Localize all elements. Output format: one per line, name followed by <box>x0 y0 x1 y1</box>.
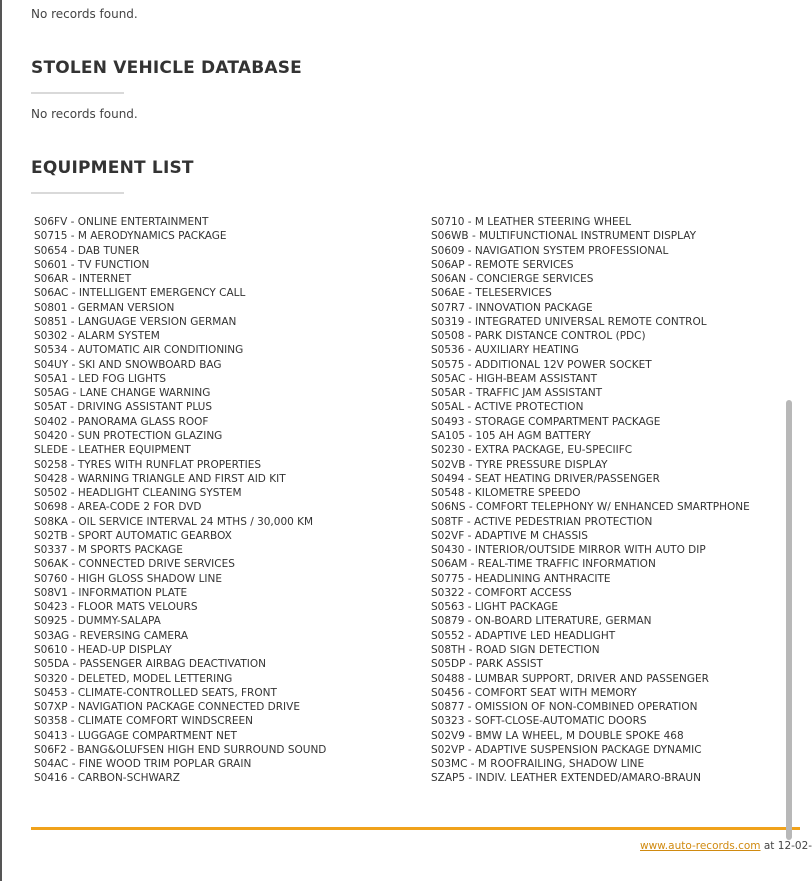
equipment-item: S0609 - NAVIGATION SYSTEM PROFESSIONAL <box>431 244 669 257</box>
equipment-item: S04AC - FINE WOOD TRIM POPLAR GRAIN <box>34 758 252 771</box>
equipment-item: S08TH - ROAD SIGN DETECTION <box>431 643 600 656</box>
equipment-item: S05AT - DRIVING ASSISTANT PLUS <box>34 401 213 414</box>
equipment-list-title: EQUIPMENT LIST <box>31 158 194 178</box>
equipment-item: S0879 - ON-BOARD LITERATURE, GERMAN <box>431 615 652 628</box>
page-left-border <box>0 0 2 881</box>
equipment-item: S05AR - TRAFFIC JAM ASSISTANT <box>431 387 603 400</box>
stolen-vehicle-title-divider <box>31 92 124 94</box>
footer-attribution <box>640 840 812 852</box>
equipment-item: S08V1 - INFORMATION PLATE <box>34 586 188 599</box>
equipment-item: S0601 - TV FUNCTION <box>34 258 150 271</box>
equipment-item: S0851 - LANGUAGE VERSION GERMAN <box>34 315 237 328</box>
equipment-item: S0413 - LUGGAGE COMPARTMENT NET <box>34 729 237 742</box>
equipment-item: S0420 - SUN PROTECTION GLAZING <box>34 429 223 442</box>
equipment-list-left-column <box>34 215 326 786</box>
equipment-item: S08TF - ACTIVE PEDESTRIAN PROTECTION <box>431 515 653 528</box>
equipment-item: S0337 - M SPORTS PACKAGE <box>34 544 183 557</box>
equipment-item: S0423 - FLOOR MATS VELOURS <box>34 601 198 614</box>
equipment-item: S0323 - SOFT-CLOSE-AUTOMATIC DOORS <box>431 715 647 728</box>
equipment-item: S0698 - AREA-CODE 2 FOR DVD <box>34 501 202 514</box>
equipment-item: S03AG - REVERSING CAMERA <box>34 629 189 642</box>
equipment-item: S0358 - CLIMATE COMFORT WINDSCREEN <box>34 715 254 728</box>
equipment-item: S0548 - KILOMETRE SPEEDO <box>431 487 581 500</box>
stolen-vehicle-title: STOLEN VEHICLE DATABASE <box>31 58 302 78</box>
footer-website-link[interactable]: www.auto-records.com <box>640 840 761 852</box>
equipment-item: S08KA - OIL SERVICE INTERVAL 24 MTHS / 30,000 KM <box>34 515 314 528</box>
equipment-item: S06F2 - BANG&OLUFSEN HIGH END SURROUND SOUND <box>34 743 327 756</box>
equipment-item: S0801 - GERMAN VERSION <box>34 301 175 314</box>
equipment-item: S0534 - AUTOMATIC AIR CONDITIONING <box>34 344 244 357</box>
equipment-item: S0416 - CARBON-SCHWARZ <box>34 772 180 785</box>
equipment-item: S0925 - DUMMY-SALAPA <box>34 615 161 628</box>
equipment-item: S06AE - TELESERVICES <box>431 287 552 300</box>
equipment-item: S06AN - CONCIERGE SERVICES <box>431 273 594 286</box>
equipment-item: S0322 - COMFORT ACCESS <box>431 586 572 599</box>
equipment-item: S0319 - INTEGRATED UNIVERSAL REMOTE CONTROL <box>431 315 707 328</box>
equipment-item: S0536 - AUXILIARY HEATING <box>431 344 579 357</box>
footer-date-text: at 12-02- <box>760 840 812 852</box>
equipment-item: S05AG - LANE CHANGE WARNING <box>34 387 211 400</box>
equipment-item: S0877 - OMISSION OF NON-COMBINED OPERATION <box>431 701 698 714</box>
equipment-item: S0502 - HEADLIGHT CLEANING SYSTEM <box>34 487 242 500</box>
equipment-item: S07XP - NAVIGATION PACKAGE CONNECTED DRIVE <box>34 701 300 714</box>
equipment-item: S06AM - REAL-TIME TRAFFIC INFORMATION <box>431 558 656 571</box>
equipment-item: S0453 - CLIMATE-CONTROLLED SEATS, FRONT <box>34 686 277 699</box>
equipment-item: S0552 - ADAPTIVE LED HEADLIGHT <box>431 629 616 642</box>
equipment-item: S0430 - INTERIOR/OUTSIDE MIRROR WITH AUTO DIP <box>431 544 706 557</box>
equipment-item: S0494 - SEAT HEATING DRIVER/PASSENGER <box>431 472 660 485</box>
equipment-item: S0563 - LIGHT PACKAGE <box>431 601 559 614</box>
equipment-item: S06WB - MULTIFUNCTIONAL INSTRUMENT DISPLAY <box>431 230 697 243</box>
equipment-item: S06NS - COMFORT TELEPHONY W/ ENHANCED SMARTPHONE <box>431 501 750 514</box>
equipment-item: S02VP - ADAPTIVE SUSPENSION PACKAGE DYNAMIC <box>431 743 702 756</box>
equipment-item: S0715 - M AERODYNAMICS PACKAGE <box>34 230 227 243</box>
equipment-item: S0456 - COMFORT SEAT WITH MEMORY <box>431 686 637 699</box>
equipment-item: S0320 - DELETED, MODEL LETTERING <box>34 672 233 685</box>
equipment-item: S05DP - PARK ASSIST <box>431 658 543 671</box>
equipment-item: SLEDE - LEATHER EQUIPMENT <box>34 444 191 457</box>
equipment-item: S0508 - PARK DISTANCE CONTROL (PDC) <box>431 330 646 343</box>
previous-section-no-records: No records found. <box>31 7 138 21</box>
equipment-item: S0775 - HEADLINING ANTHRACITE <box>431 572 611 585</box>
equipment-item: S02VF - ADAPTIVE M CHASSIS <box>431 529 588 542</box>
stolen-vehicle-no-records: No records found. <box>31 107 138 121</box>
equipment-item: S0710 - M LEATHER STEERING WHEEL <box>431 216 632 228</box>
footer-divider <box>31 827 800 830</box>
equipment-item: S0230 - EXTRA PACKAGE, EU-SPECIIFC <box>431 444 633 457</box>
equipment-item: S0654 - DAB TUNER <box>34 244 140 257</box>
equipment-item: S02VB - TYRE PRESSURE DISPLAY <box>431 458 608 471</box>
equipment-item: S0302 - ALARM SYSTEM <box>34 330 160 343</box>
vertical-scrollbar[interactable] <box>786 400 792 840</box>
equipment-item: S05DA - PASSENGER AIRBAG DEACTIVATION <box>34 658 266 671</box>
equipment-item: S02TB - SPORT AUTOMATIC GEARBOX <box>34 529 232 542</box>
equipment-list-right-column <box>431 215 750 786</box>
equipment-item: S05A1 - LED FOG LIGHTS <box>34 372 167 385</box>
equipment-item: S06FV - ONLINE ENTERTAINMENT <box>34 216 209 228</box>
equipment-item: S03MC - M ROOFRAILING, SHADOW LINE <box>431 758 645 771</box>
equipment-item: S0402 - PANORAMA GLASS ROOF <box>34 415 209 428</box>
equipment-item: S05AL - ACTIVE PROTECTION <box>431 401 584 414</box>
equipment-item: S04UY - SKI AND SNOWBOARD BAG <box>34 358 222 371</box>
equipment-item: S0610 - HEAD-UP DISPLAY <box>34 643 172 656</box>
equipment-item: SZAP5 - INDIV. LEATHER EXTENDED/AMARO-BRAUN <box>431 772 701 785</box>
equipment-item: S0428 - WARNING TRIANGLE AND FIRST AID KIT <box>34 472 286 485</box>
equipment-item: S06AC - INTELLIGENT EMERGENCY CALL <box>34 287 246 300</box>
equipment-item: SA105 - 105 AH AGM BATTERY <box>431 429 591 442</box>
equipment-item: S07R7 - INNOVATION PACKAGE <box>431 301 593 314</box>
equipment-item: S06AP - REMOTE SERVICES <box>431 258 574 271</box>
equipment-item: S06AR - INTERNET <box>34 273 132 286</box>
equipment-item: S02V9 - BMW LA WHEEL, M DOUBLE SPOKE 468 <box>431 729 684 742</box>
equipment-list-title-divider <box>31 192 124 194</box>
equipment-item: S0760 - HIGH GLOSS SHADOW LINE <box>34 572 223 585</box>
equipment-item: S0493 - STORAGE COMPARTMENT PACKAGE <box>431 415 661 428</box>
equipment-item: S05AC - HIGH-BEAM ASSISTANT <box>431 372 598 385</box>
equipment-item: S0488 - LUMBAR SUPPORT, DRIVER AND PASSENGER <box>431 672 709 685</box>
equipment-item: S0258 - TYRES WITH RUNFLAT PROPERTIES <box>34 458 262 471</box>
equipment-item: S0575 - ADDITIONAL 12V POWER SOCKET <box>431 358 652 371</box>
equipment-item: S06AK - CONNECTED DRIVE SERVICES <box>34 558 235 571</box>
